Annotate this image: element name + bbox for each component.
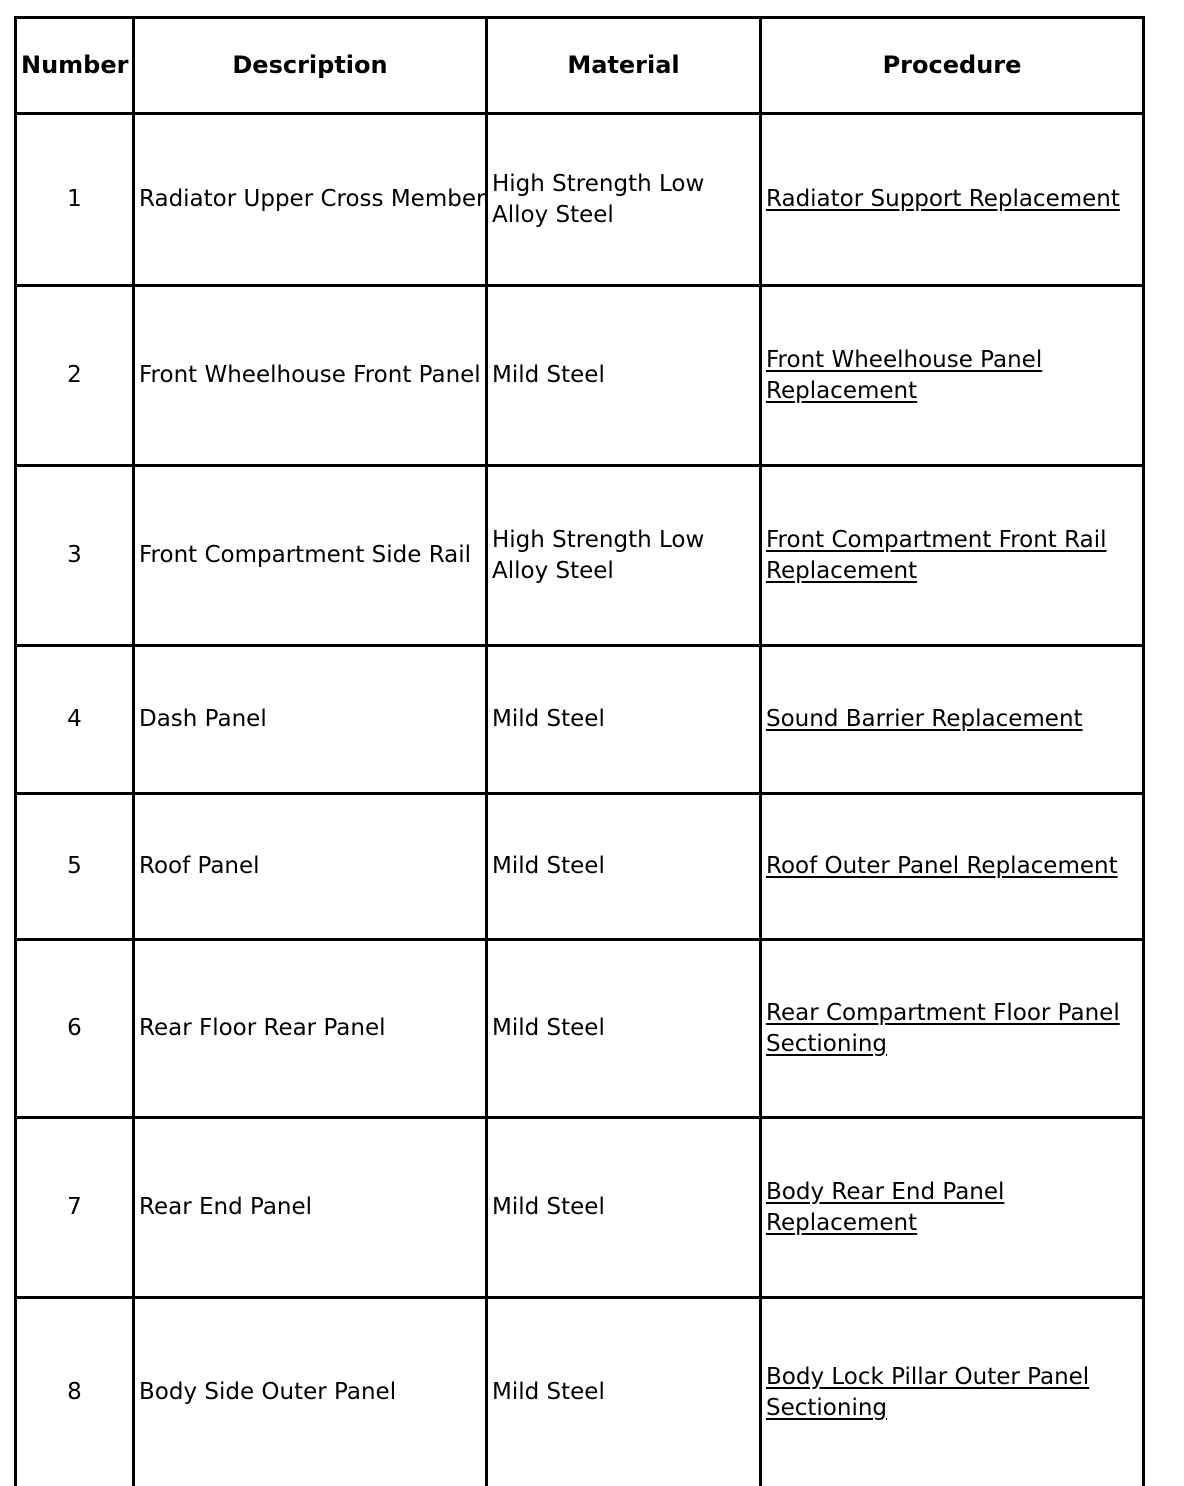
row-material: High Strength Low Alloy Steel: [485, 112, 759, 284]
row-description: Body Side Outer Panel: [132, 1296, 485, 1486]
procedure-link[interactable]: Body Lock Pillar Outer Panel Sectioning: [766, 1363, 1090, 1421]
row-procedure: [759, 792, 1145, 938]
row-material: Mild Steel: [485, 792, 759, 938]
table-row: [14, 1116, 1145, 1296]
procedure-link[interactable]: Roof Outer Panel Replacement: [766, 853, 1118, 879]
procedure-link[interactable]: Body Rear End Panel Replacement: [766, 1178, 1005, 1236]
row-number: 8: [14, 1296, 132, 1486]
row-number: 4: [14, 644, 132, 792]
row-material: Mild Steel: [485, 938, 759, 1116]
row-description: Dash Panel: [132, 644, 485, 792]
row-description: Rear End Panel: [132, 1116, 485, 1296]
row-material: High Strength Low Alloy Steel: [485, 464, 759, 644]
row-number: 3: [14, 464, 132, 644]
row-procedure: [759, 1296, 1145, 1486]
row-procedure: [759, 1116, 1145, 1296]
table-row: [14, 112, 1145, 284]
row-procedure: [759, 644, 1145, 792]
row-number: 7: [14, 1116, 132, 1296]
procedure-link[interactable]: Front Compartment Front Rail Replacement: [766, 526, 1107, 584]
procedure-link[interactable]: Radiator Support Replacement: [766, 186, 1120, 212]
row-description: Roof Panel: [132, 792, 485, 938]
row-procedure: [759, 938, 1145, 1116]
table-row: [14, 1296, 1145, 1486]
row-material: Mild Steel: [485, 1296, 759, 1486]
row-procedure: [759, 284, 1145, 464]
table-row: [14, 792, 1145, 938]
procedure-link[interactable]: Front Wheelhouse Panel Replacement: [766, 346, 1043, 404]
table-row: [14, 284, 1145, 464]
row-number: 1: [14, 112, 132, 284]
header-procedure: Procedure: [759, 16, 1145, 112]
header-number: Number: [14, 16, 132, 112]
row-procedure: [759, 464, 1145, 644]
row-number: 6: [14, 938, 132, 1116]
row-description: Front Wheelhouse Front Panel: [132, 284, 485, 464]
row-material: Mild Steel: [485, 1116, 759, 1296]
row-procedure: [759, 112, 1145, 284]
table-row: [14, 464, 1145, 644]
row-description: Front Compartment Side Rail: [132, 464, 485, 644]
table-row: [14, 644, 1145, 792]
row-number: 2: [14, 284, 132, 464]
header-material: Material: [485, 16, 759, 112]
row-material: Mild Steel: [485, 644, 759, 792]
row-number: 5: [14, 792, 132, 938]
header-description: Description: [132, 16, 485, 112]
row-description: Radiator Upper Cross Member: [132, 112, 485, 284]
row-description: Rear Floor Rear Panel: [132, 938, 485, 1116]
table-header-row: [14, 16, 1145, 112]
procedure-link[interactable]: Rear Compartment Floor Panel Sectioning: [766, 999, 1120, 1057]
table-row: [14, 938, 1145, 1116]
row-material: Mild Steel: [485, 284, 759, 464]
procedure-link[interactable]: Sound Barrier Replacement: [766, 706, 1083, 732]
parts-table: [14, 16, 1145, 1486]
